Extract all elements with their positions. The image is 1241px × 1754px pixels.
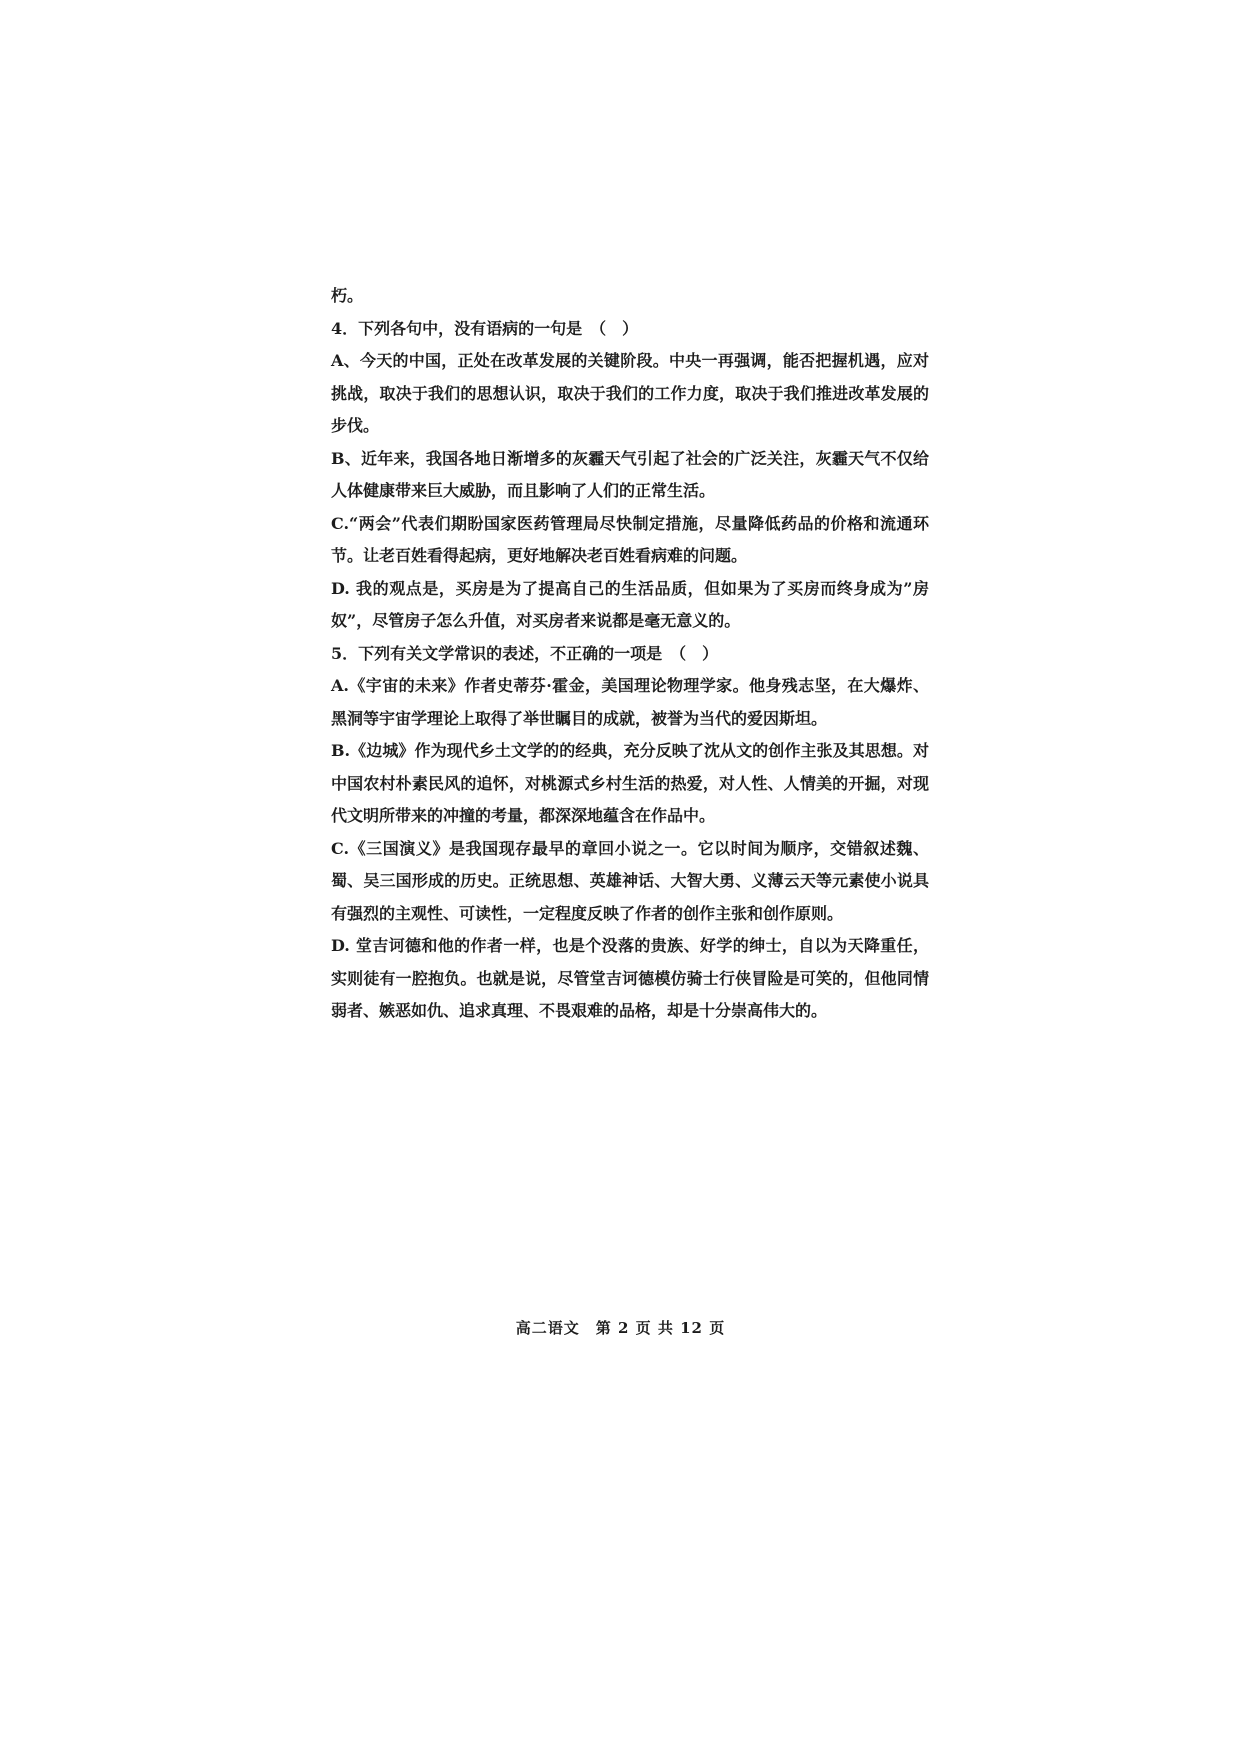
continuation-line: 朽。	[331, 286, 364, 305]
question-5-option-c: C.《三国演义》是我国现存最早的章回小说之一。它以时间为顺序，交错叙述魏、蜀、吴三国形成的历史。正统思想、英雄神话、大智大勇、义薄云天等元素使小说具有强烈的主观性、可读性，一定程度反映了作者的创作主张和创作原则。	[331, 838, 929, 923]
question-4-option-b: B、近年来，我国各地日渐增多的灰霾天气引起了社会的广泛关注，灰霾天气不仅给人体健康带来巨大威胁，而且影响了人们的正常生活。	[331, 448, 929, 500]
question-4-option-a: A、今天的中国，正处在改革发展的关键阶段。中央一再强调，能否把握机遇，应对挑战，取决于我们的思想认识，取决于我们的工作力度，取决于我们推进改革发展的步伐。	[331, 351, 929, 435]
question-4-option-d: D. 我的观点是，买房是为了提高自己的生活品质，但如果为了买房而终身成为”房奴”，尽管房子怎么升值，对买房者来说都是毫无意义的。	[331, 578, 929, 630]
question-4-stem: 4．下列各句中，没有语病的一句是 （ ）	[331, 318, 639, 338]
question-5-option-a: A.《宇宙的未来》作者史蒂芬·霍金，美国理论物理学家。他身残志坚，在大爆炸、黑洞等宇宙学理论上取得了举世瞩目的成就，被誉为当代的爱因斯坦。	[331, 676, 929, 728]
exam-content	[331, 280, 929, 1028]
question-5-stem: 5．下列有关文学常识的表述，不正确的一项是 （ ）	[331, 643, 719, 663]
question-5-option-d: D. 堂吉诃德和他的作者一样，也是个没落的贵族、好学的绅士，自以为天降重任，实则徒有一腔抱负。也就是说，尽管堂吉诃德模仿骑士行侠冒险是可笑的，但他同情弱者、嫉恶如仇、追求真理、不畏艰难的品格，却是十分崇高伟大的。	[331, 936, 929, 1020]
page-footer: 高二语文 第 2 页 共 12 页	[515, 1319, 726, 1337]
question-5-option-b: B.《边城》作为现代乡土文学的的经典，充分反映了沈从文的创作主张及其思想。对中国农村朴素民风的追怀，对桃源式乡村生活的热爱，对人性、人情美的开掘，对现代文明所带来的冲撞的考量，都深深地蕴含在作品中。	[331, 741, 929, 825]
question-4-option-c: C.“两会”代表们期盼国家医药管理局尽快制定措施，尽量降低药品的价格和流通环节。让老百姓看得起病，更好地解决老百姓看病难的问题。	[331, 513, 929, 565]
